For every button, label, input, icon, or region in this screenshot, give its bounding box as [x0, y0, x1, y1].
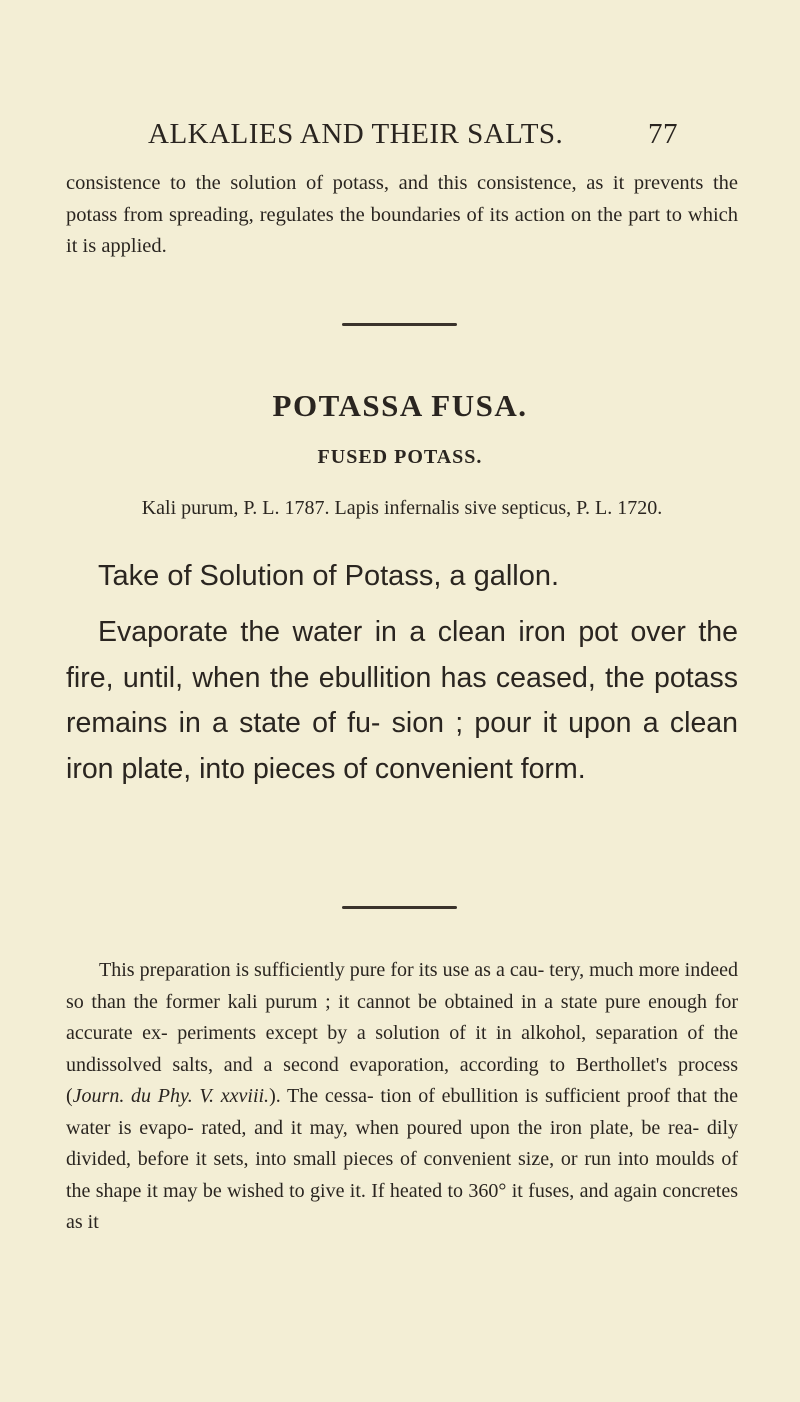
section-divider-bottom	[342, 906, 457, 909]
notes-paragraph	[66, 955, 738, 1239]
section-divider-top	[342, 323, 457, 326]
page-header	[148, 118, 678, 151]
citation: Journ. du Phy. V. xxviii.	[72, 1085, 270, 1107]
intro-paragraph: consistence to the solution of potass, and this consistence, as it prevents the potass from spreading, regulates the boundaries of its action on the part to which it is applied.	[66, 172, 738, 257]
notes-text-2: ). The cessa- tion of ebullition is sufficient proof that the water is evapo- rated, and it may, when poured upon the iron plate, be rea- dily divided, before it sets, into small pieces of convenient size, or run into moulds of the shape it may be wished to give it. If heated to 360° it fuses, and again concretes as it	[66, 1085, 738, 1233]
running-head: ALKALIES AND THEIR SALTS.	[148, 118, 564, 150]
synonyms-line: Kali purum, P. L. 1787. Lapis infernalis sive septicus, P. L. 1720.	[141, 497, 663, 519]
recipe-instructions: Evaporate the water in a clean iron pot over the fire, until, when the ebullition has ceased, the potass remains in a state of fu- sion ; pour it upon a clean iron plate, into pieces of convenient form.	[66, 616, 738, 785]
notes-text-1: This preparation is sufficiently pure for its use as a cau- tery, much more indeed so than the former kali purum ; it cannot be obtained in a state pure enough for accurate ex- periments except by a solution of it in alkohol, separation of the undissolved salts, and a second evaporation, according to Berthollet's process (	[66, 959, 738, 1107]
section-subtitle: FUSED POTASS.	[317, 446, 483, 468]
recipe-ingredient: Take of Solution of Potass, a gallon.	[98, 560, 560, 592]
page-number: 77	[648, 118, 678, 150]
section-title: POTASSA FUSA.	[272, 388, 528, 423]
